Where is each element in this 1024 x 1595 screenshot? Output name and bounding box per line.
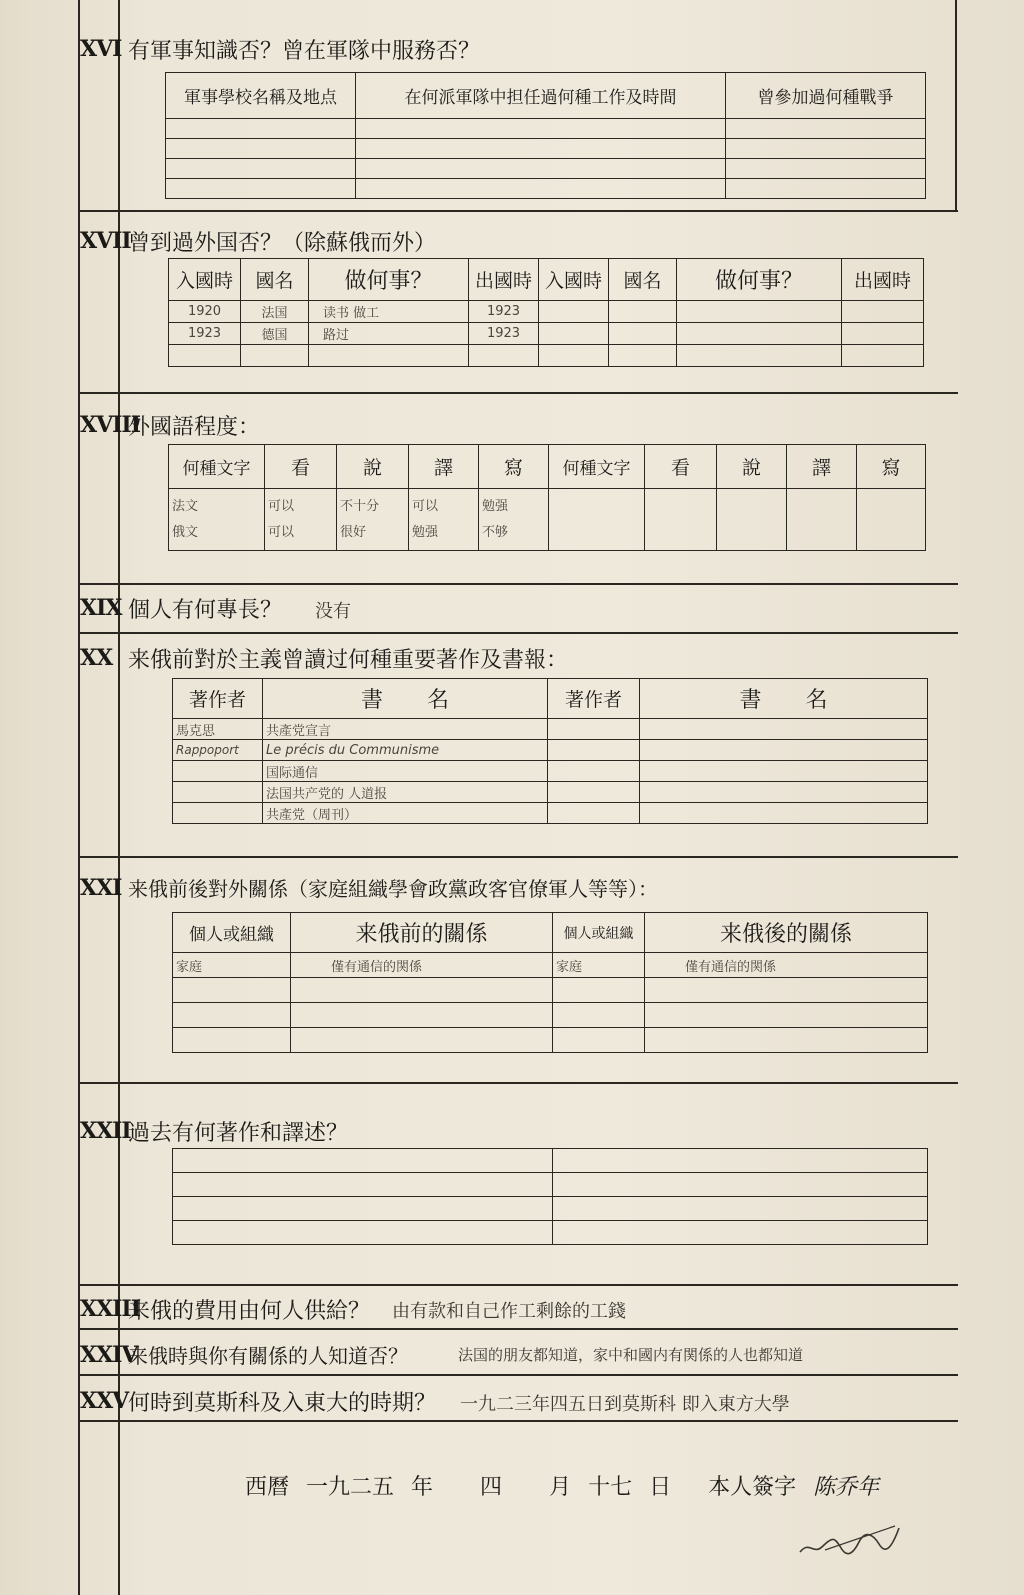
table-cell — [539, 323, 609, 345]
header-book-title: 書 名 — [263, 679, 548, 719]
header-author: 著作者 — [173, 679, 263, 719]
table-cell — [469, 345, 539, 367]
table-cell — [291, 1003, 553, 1028]
question-military: 有軍事知識否？曾在軍隊中服務否？ — [128, 39, 481, 64]
table-cell — [173, 1003, 291, 1028]
table-cell — [726, 179, 926, 199]
header-relation-before: 来俄前的關係 — [291, 913, 553, 953]
header-entry-date: 入國時 — [169, 259, 241, 301]
table-cell — [645, 1003, 928, 1028]
table-cell — [241, 345, 309, 367]
level-value: 不够 — [482, 524, 509, 540]
table-cell — [726, 139, 926, 159]
table-cell — [677, 345, 842, 367]
header-exit-date: 出國時 — [469, 259, 539, 301]
table-cell — [173, 1028, 291, 1053]
section-number: XX — [80, 645, 113, 671]
header-translate: 譯 — [787, 445, 857, 489]
signature-line — [245, 1470, 889, 1501]
table-cell — [640, 719, 928, 740]
table-cell — [609, 323, 677, 345]
header-wars: 曾參加過何種戰爭 — [726, 73, 926, 119]
language-name: 俄文 — [172, 524, 199, 540]
question-writings: 過去有何著作和譯述？ — [128, 1121, 349, 1146]
section-number: XVII — [80, 228, 131, 254]
table-cell — [645, 1028, 928, 1053]
margin-rule-right — [955, 0, 957, 210]
table-cell — [309, 345, 469, 367]
header-translate: 譯 — [409, 445, 479, 489]
section-number: XIX — [80, 595, 122, 621]
table-cell — [553, 1221, 928, 1245]
level-cell — [479, 489, 549, 551]
section-divider — [78, 632, 958, 634]
level-value: 可以 — [268, 498, 295, 514]
month-value: 四 — [480, 1475, 503, 1500]
answer-known: 法国的朋友都知道，家中和國内有関係的人也都知道 — [458, 1346, 804, 1364]
header-speak: 說 — [717, 445, 787, 489]
section-number: XXIV — [80, 1342, 138, 1368]
header-read: 看 — [645, 445, 717, 489]
table-cell — [787, 489, 857, 551]
language-name: 法文 — [172, 498, 199, 514]
languages-table — [168, 444, 926, 551]
section-divider — [78, 1284, 958, 1286]
level-cell — [265, 489, 337, 551]
table-cell: 馬克思 — [173, 719, 263, 740]
section-number: XXI — [80, 875, 122, 901]
table-cell — [842, 323, 924, 345]
table-cell — [548, 740, 640, 761]
header-read: 看 — [265, 445, 337, 489]
answer-specialty: 没有 — [315, 601, 351, 622]
question-languages: 外國語程度： — [128, 415, 261, 440]
level-value: 很好 — [340, 524, 367, 540]
signature-name: 陈乔年 — [813, 1475, 880, 1500]
table-cell: 法国共产党的 人道报 — [263, 782, 548, 803]
section-divider — [78, 1374, 958, 1376]
table-cell: 1923 — [169, 323, 241, 345]
table-cell: Rappoport — [173, 740, 263, 761]
section-number: XXII — [80, 1118, 131, 1144]
section-number: XXV — [80, 1388, 129, 1414]
table-cell — [548, 761, 640, 782]
header-country: 國名 — [241, 259, 309, 301]
year-value: 一九二五 — [306, 1475, 395, 1500]
level-value: 不十分 — [340, 498, 380, 514]
question-specialty: 個人有何專長？ — [128, 598, 283, 623]
header-activity: 做何事？ — [309, 259, 469, 301]
table-cell — [609, 345, 677, 367]
table-cell — [717, 489, 787, 551]
relations-table — [172, 912, 928, 1053]
table-cell — [548, 782, 640, 803]
header-relation-after: 来俄後的關係 — [645, 913, 928, 953]
table-cell — [173, 803, 263, 824]
header-speak: 說 — [337, 445, 409, 489]
header-write: 寫 — [857, 445, 926, 489]
header-activity: 做何事？ — [677, 259, 842, 301]
table-cell — [356, 119, 726, 139]
level-cell — [337, 489, 409, 551]
table-cell: 共產党宣言 — [263, 719, 548, 740]
section-divider — [78, 1420, 958, 1422]
table-cell: 读书 做工 — [309, 301, 469, 323]
table-cell — [677, 301, 842, 323]
table-cell — [842, 301, 924, 323]
header-write: 寫 — [479, 445, 549, 489]
table-cell — [553, 1173, 928, 1197]
day-value: 十七 — [588, 1475, 633, 1500]
handwritten-signature-scribble — [795, 1520, 905, 1560]
header-book-title: 書 名 — [640, 679, 928, 719]
table-cell — [166, 119, 356, 139]
table-cell — [640, 803, 928, 824]
table-cell — [548, 803, 640, 824]
table-cell — [539, 345, 609, 367]
table-cell — [291, 1028, 553, 1053]
section-divider — [78, 583, 958, 585]
header-military-school: 軍事學校名稱及地点 — [166, 73, 356, 119]
table-cell — [553, 1028, 645, 1053]
day-unit: 日 — [649, 1475, 672, 1500]
table-cell — [173, 761, 263, 782]
table-cell — [539, 301, 609, 323]
table-cell — [640, 761, 928, 782]
table-cell — [173, 1149, 553, 1173]
table-cell — [677, 323, 842, 345]
table-cell — [726, 159, 926, 179]
section-divider — [78, 392, 958, 394]
table-cell — [645, 978, 928, 1003]
table-cell — [640, 740, 928, 761]
section-divider — [78, 210, 958, 212]
header-person-or-org: 個人或組織 — [553, 913, 645, 953]
level-value: 可以 — [412, 498, 439, 514]
table-cell — [548, 719, 640, 740]
table-cell — [553, 978, 645, 1003]
table-cell: 1923 — [469, 323, 539, 345]
table-cell: 国际通信 — [263, 761, 548, 782]
table-cell: 路过 — [309, 323, 469, 345]
level-cell — [409, 489, 479, 551]
table-cell: Le précis du Communisme — [263, 740, 548, 761]
abroad-table — [168, 258, 924, 367]
table-cell — [842, 345, 924, 367]
table-cell: 共產党（周刊） — [263, 803, 548, 824]
header-language: 何種文字 — [549, 445, 645, 489]
header-author: 著作者 — [548, 679, 640, 719]
table-cell — [857, 489, 926, 551]
year-unit: 年 — [411, 1475, 434, 1500]
question-abroad: 曾到過外国否？（除蘇俄而外） — [128, 231, 437, 256]
table-cell — [553, 1197, 928, 1221]
table-cell — [356, 159, 726, 179]
level-value: 勉强 — [412, 524, 439, 540]
question-expenses: 来俄的費用由何人供給？ — [128, 1299, 371, 1324]
header-entry-date: 入國時 — [539, 259, 609, 301]
section-divider — [78, 856, 958, 858]
table-cell: 僅有通信的関係 — [645, 953, 928, 978]
header-country: 國名 — [609, 259, 677, 301]
section-divider — [78, 1328, 958, 1330]
section-number: XVI — [80, 36, 122, 62]
table-cell: 僅有通信的関係 — [291, 953, 553, 978]
section-number: XVIII — [80, 412, 141, 438]
question-known: 来俄時與你有關係的人知道否？ — [128, 1344, 408, 1368]
language-cell — [169, 489, 265, 551]
table-cell — [553, 1003, 645, 1028]
military-table — [165, 72, 926, 199]
table-cell — [356, 139, 726, 159]
header-person-or-org: 個人或組織 — [173, 913, 291, 953]
question-arrival: 何時到莫斯科及入東大的時期？ — [128, 1391, 437, 1416]
table-cell — [169, 345, 241, 367]
header-exit-date: 出國時 — [842, 259, 924, 301]
table-cell — [645, 489, 717, 551]
table-cell — [609, 301, 677, 323]
table-cell: 德国 — [241, 323, 309, 345]
table-cell — [553, 1149, 928, 1173]
sign-label: 本人簽字 — [708, 1475, 797, 1500]
readings-table — [172, 678, 928, 824]
table-cell — [726, 119, 926, 139]
table-cell — [549, 489, 645, 551]
table-cell — [173, 978, 291, 1003]
question-readings: 来俄前對於主義曾讀过何種重要著作及書報： — [128, 648, 569, 673]
table-cell — [640, 782, 928, 803]
month-unit: 月 — [549, 1475, 572, 1500]
level-value: 可以 — [268, 524, 295, 540]
section-number: XXIII — [80, 1296, 141, 1322]
table-cell — [173, 1221, 553, 1245]
question-relations: 来俄前後對外關係（家庭組織學會政黨政客官僚軍人等等）： — [128, 877, 658, 901]
header-army-work: 在何派軍隊中担任過何種工作及時間 — [356, 73, 726, 119]
calendar-label: 西曆 — [245, 1475, 290, 1500]
writings-table — [172, 1148, 928, 1245]
table-cell — [173, 782, 263, 803]
section-divider — [78, 1082, 958, 1084]
table-cell: 1920 — [169, 301, 241, 323]
table-cell: 1923 — [469, 301, 539, 323]
table-cell — [173, 1197, 553, 1221]
table-cell: 法国 — [241, 301, 309, 323]
table-cell: 家庭 — [173, 953, 291, 978]
table-cell: 家庭 — [553, 953, 645, 978]
table-cell — [291, 978, 553, 1003]
table-cell — [356, 179, 726, 199]
answer-arrival: 一九二三年四五日到莫斯科 即入東方大學 — [460, 1394, 790, 1415]
answer-expenses: 由有款和自己作工剩餘的工錢 — [392, 1301, 626, 1322]
table-cell — [173, 1173, 553, 1197]
level-value: 勉强 — [482, 498, 509, 514]
table-cell — [166, 139, 356, 159]
table-cell — [166, 179, 356, 199]
header-language: 何種文字 — [169, 445, 265, 489]
table-cell — [166, 159, 356, 179]
